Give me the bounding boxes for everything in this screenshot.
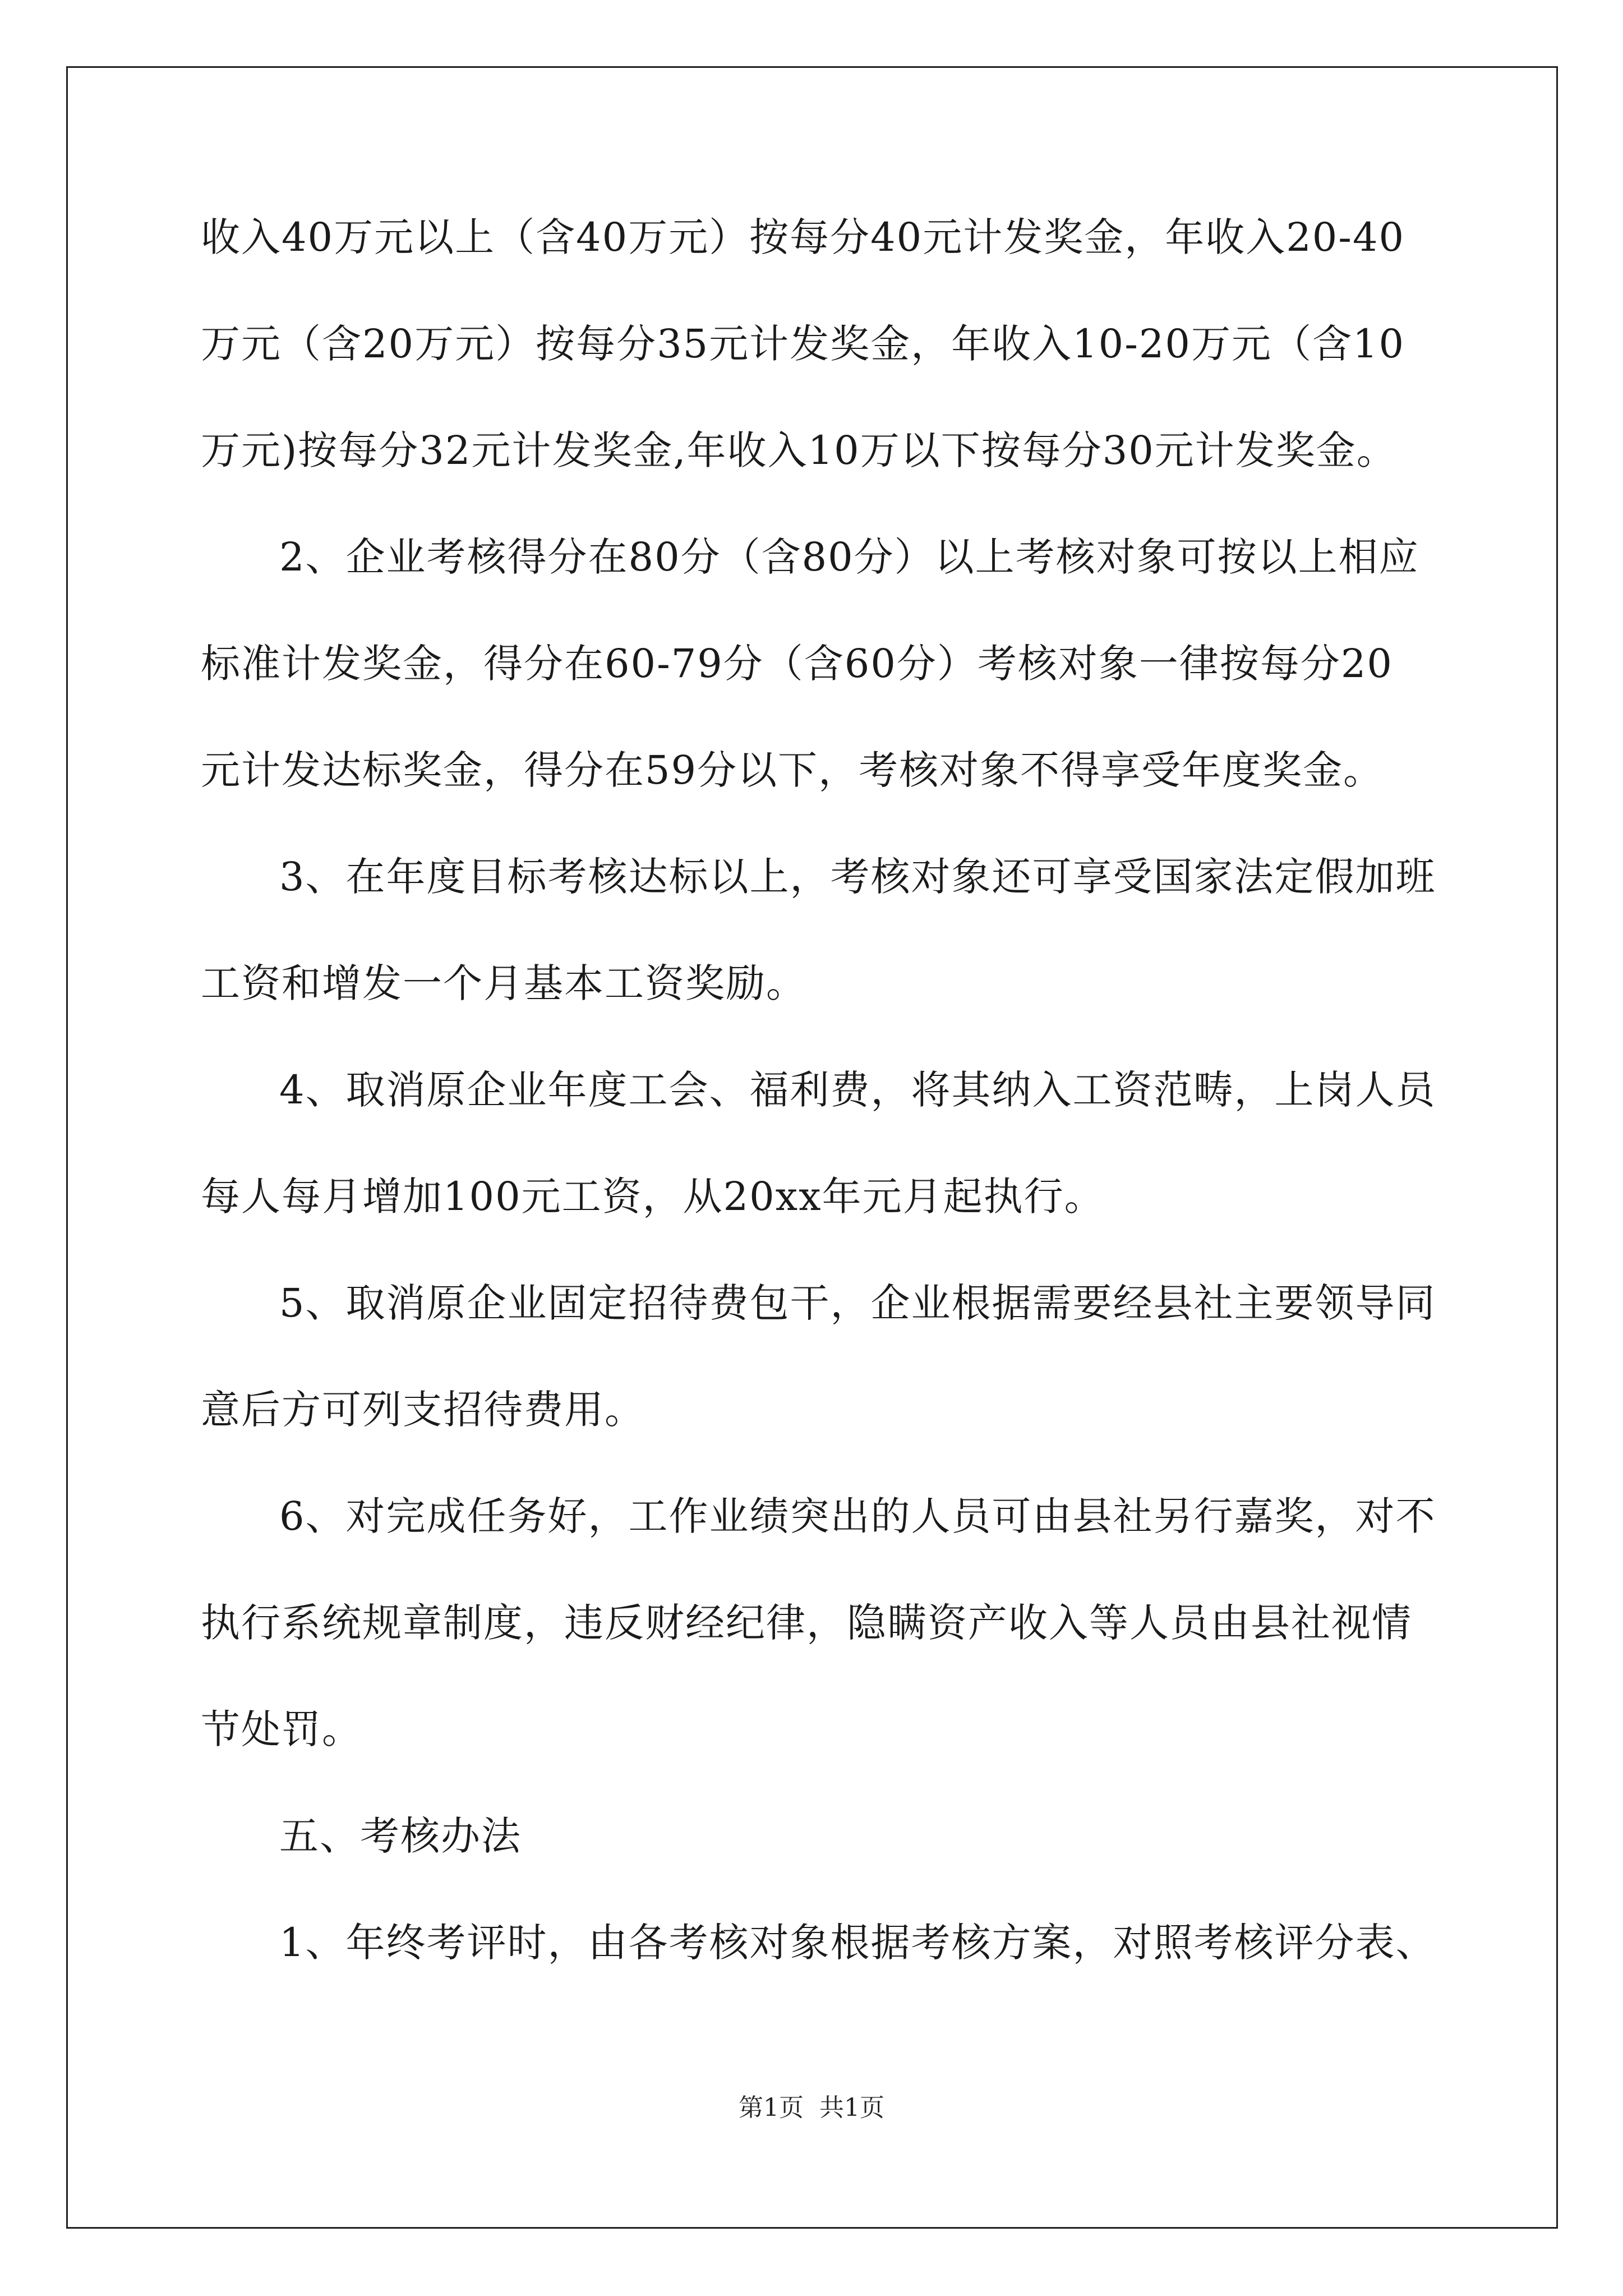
page-border <box>66 66 1558 2229</box>
page-number: 第1页 <box>739 2093 804 2122</box>
text-line: 工资和增发一个月基本工资奖励。 <box>201 960 806 1006</box>
page-footer <box>0 2091 1623 2125</box>
text-line: 3、在年度目标考核达标以上，考核对象还可享受国家法定假加班 <box>279 854 1436 900</box>
text-line: 节处罚。 <box>201 1706 362 1752</box>
text-line: 6、对完成任务好，工作业绩突出的人员可由县社另行嘉奖，对不 <box>279 1493 1436 1539</box>
page-total: 共1页 <box>819 2093 884 2122</box>
text-line: 标准计发奖金，得分在60-79分（含60分）考核对象一律按每分20 <box>201 641 1393 687</box>
text-line: 万元（含20万元）按每分35元计发奖金，年收入10-20万元（含10 <box>201 321 1405 367</box>
text-line: 意后方可列支招待费用。 <box>201 1387 645 1433</box>
text-line: 收入40万元以上（含40万元）按每分40元计发奖金，年收入20-40 <box>201 214 1405 260</box>
text-line: 执行系统规章制度，违反财经纪律，隐瞒资产收入等人员由县社视情 <box>201 1600 1412 1646</box>
text-line: 4、取消原企业年度工会、福利费，将其纳入工资范畴，上岗人员 <box>279 1067 1436 1113</box>
text-line: 2、企业考核得分在80分（含80分）以上考核对象可按以上相应 <box>279 534 1419 580</box>
text-line: 元计发达标奖金，得分在59分以下，考核对象不得享受年度奖金。 <box>201 747 1384 793</box>
section-heading: 五、考核办法 <box>279 1813 522 1859</box>
text-line: 1、年终考评时，由各考核对象根据考核方案，对照考核评分表、 <box>279 1920 1436 1966</box>
text-line: 5、取消原企业固定招待费包干，企业根据需要经县社主要领导同 <box>279 1280 1436 1326</box>
text-line: 每人每月增加100元工资，从20xx年元月起执行。 <box>201 1174 1105 1220</box>
text-line: 万元)按每分32元计发奖金,年收入10万以下按每分30元计发奖金。 <box>201 427 1397 473</box>
